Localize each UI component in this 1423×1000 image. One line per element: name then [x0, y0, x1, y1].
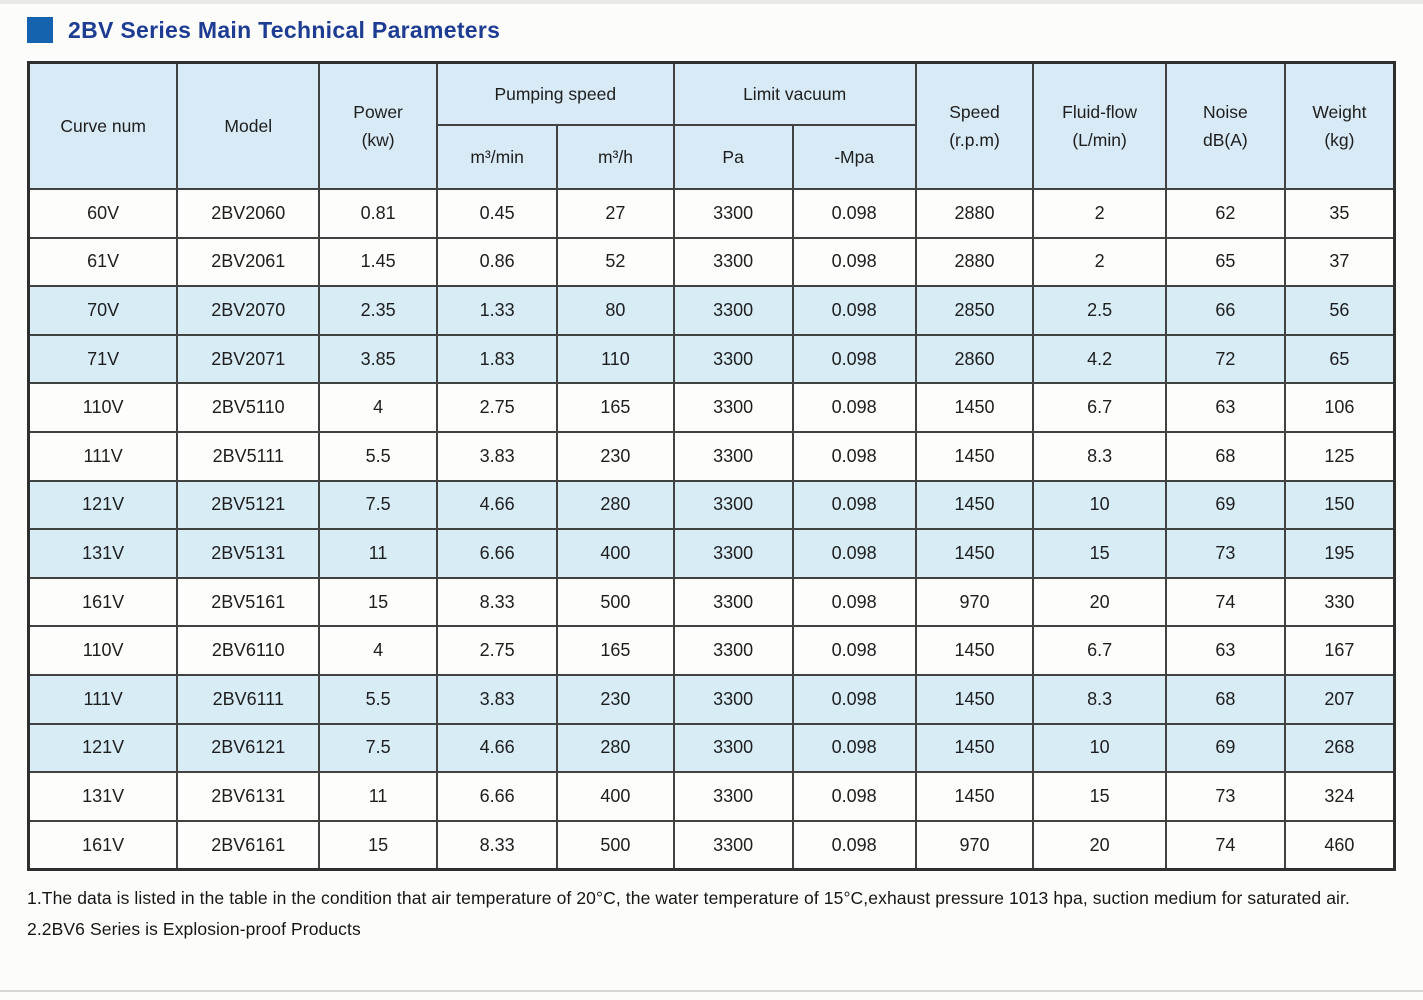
cell-m3h: 400 [557, 772, 673, 821]
cell-model: 2BV5131 [177, 529, 319, 578]
page-title: 2BV Series Main Technical Parameters [68, 16, 501, 43]
cell-m3min: 1.33 [437, 286, 557, 335]
cell-m3min: 2.75 [437, 383, 557, 432]
cell-m3min: 1.83 [437, 335, 557, 384]
cell-model: 2BV6161 [177, 821, 319, 870]
table-row [29, 481, 1395, 530]
cell-mpa: 0.098 [793, 724, 916, 773]
cell-speed: 2860 [916, 335, 1034, 384]
cell-pa: 3300 [674, 189, 793, 238]
footnotes [27, 885, 1400, 942]
col-header-m3min: m³/min [437, 125, 557, 189]
cell-model: 2BV6111 [177, 675, 319, 724]
table-header [29, 63, 1395, 190]
col-header-speed [916, 63, 1034, 190]
cell-fluid: 20 [1033, 821, 1166, 870]
cell-mpa: 0.098 [793, 238, 916, 287]
cell-fluid: 2.5 [1033, 286, 1166, 335]
cell-weight: 125 [1285, 432, 1395, 481]
cell-power: 5.5 [319, 675, 437, 724]
cell-curve: 111V [29, 675, 178, 724]
cell-power: 15 [319, 821, 437, 870]
cell-m3h: 80 [557, 286, 673, 335]
cell-noise: 72 [1166, 335, 1285, 384]
cell-fluid: 6.7 [1033, 626, 1166, 675]
cell-power: 4 [319, 626, 437, 675]
col-header-curve-num: Curve num [29, 63, 178, 190]
col-header-power-line2: (kw) [361, 130, 395, 150]
cell-fluid: 10 [1033, 481, 1166, 530]
cell-mpa: 0.098 [793, 578, 916, 627]
table-row [29, 578, 1395, 627]
cell-curve: 70V [29, 286, 178, 335]
table-row [29, 529, 1395, 578]
cell-pa: 3300 [674, 238, 793, 287]
cell-model: 2BV2071 [177, 335, 319, 384]
cell-fluid: 15 [1033, 529, 1166, 578]
cell-weight: 195 [1285, 529, 1395, 578]
cell-m3h: 500 [557, 578, 673, 627]
cell-speed: 1450 [916, 724, 1034, 773]
cell-curve: 71V [29, 335, 178, 384]
cell-model: 2BV5161 [177, 578, 319, 627]
cell-m3min: 8.33 [437, 821, 557, 870]
cell-speed: 970 [916, 821, 1034, 870]
table-row [29, 432, 1395, 481]
cell-mpa: 0.098 [793, 529, 916, 578]
cell-speed: 1450 [916, 481, 1034, 530]
cell-model: 2BV2061 [177, 238, 319, 287]
cell-noise: 63 [1166, 383, 1285, 432]
cell-power: 7.5 [319, 481, 437, 530]
scan-top-edge [0, 0, 1423, 4]
cell-weight: 207 [1285, 675, 1395, 724]
col-header-noise [1166, 63, 1285, 190]
cell-curve: 161V [29, 578, 178, 627]
cell-curve: 60V [29, 189, 178, 238]
cell-speed: 2880 [916, 238, 1034, 287]
cell-speed: 1450 [916, 529, 1034, 578]
col-header-weight-line1: Weight [1312, 102, 1367, 122]
cell-pa: 3300 [674, 529, 793, 578]
cell-weight: 324 [1285, 772, 1395, 821]
cell-fluid: 10 [1033, 724, 1166, 773]
cell-model: 2BV5110 [177, 383, 319, 432]
cell-fluid: 2 [1033, 189, 1166, 238]
cell-power: 11 [319, 529, 437, 578]
cell-mpa: 0.098 [793, 821, 916, 870]
cell-m3h: 280 [557, 481, 673, 530]
col-header-power [319, 63, 437, 190]
cell-speed: 1450 [916, 675, 1034, 724]
cell-pa: 3300 [674, 481, 793, 530]
cell-m3h: 27 [557, 189, 673, 238]
cell-noise: 65 [1166, 238, 1285, 287]
cell-weight: 330 [1285, 578, 1395, 627]
cell-fluid: 8.3 [1033, 675, 1166, 724]
cell-pa: 3300 [674, 578, 793, 627]
cell-noise: 66 [1166, 286, 1285, 335]
cell-noise: 69 [1166, 724, 1285, 773]
scan-bottom-edge [0, 990, 1423, 992]
cell-model: 2BV6131 [177, 772, 319, 821]
cell-weight: 167 [1285, 626, 1395, 675]
cell-m3min: 6.66 [437, 529, 557, 578]
col-header-m3h: m³/h [557, 125, 673, 189]
cell-noise: 62 [1166, 189, 1285, 238]
cell-mpa: 0.098 [793, 383, 916, 432]
col-header-noise-line2: dB(A) [1203, 130, 1248, 150]
cell-m3min: 4.66 [437, 481, 557, 530]
cell-m3h: 400 [557, 529, 673, 578]
cell-weight: 37 [1285, 238, 1395, 287]
cell-curve: 110V [29, 383, 178, 432]
col-header-fluid-line1: Fluid-flow [1062, 102, 1138, 122]
cell-fluid: 15 [1033, 772, 1166, 821]
cell-weight: 106 [1285, 383, 1395, 432]
cell-noise: 63 [1166, 626, 1285, 675]
cell-weight: 150 [1285, 481, 1395, 530]
cell-mpa: 0.098 [793, 335, 916, 384]
cell-mpa: 0.098 [793, 481, 916, 530]
cell-power: 1.45 [319, 238, 437, 287]
col-header-speed-line1: Speed [949, 102, 1000, 122]
cell-m3min: 3.83 [437, 432, 557, 481]
cell-fluid: 2 [1033, 238, 1166, 287]
section-header [27, 13, 1396, 47]
cell-m3min: 8.33 [437, 578, 557, 627]
cell-curve: 161V [29, 821, 178, 870]
col-header-pumping-speed: Pumping speed [437, 63, 674, 126]
cell-weight: 35 [1285, 189, 1395, 238]
cell-speed: 2880 [916, 189, 1034, 238]
col-header-noise-line1: Noise [1202, 102, 1248, 122]
cell-noise: 74 [1166, 821, 1285, 870]
table-body [29, 189, 1395, 870]
cell-fluid: 8.3 [1033, 432, 1166, 481]
cell-m3min: 2.75 [437, 626, 557, 675]
cell-noise: 69 [1166, 481, 1285, 530]
cell-weight: 56 [1285, 286, 1395, 335]
cell-fluid: 20 [1033, 578, 1166, 627]
cell-fluid: 4.2 [1033, 335, 1166, 384]
cell-power: 3.85 [319, 335, 437, 384]
cell-pa: 3300 [674, 335, 793, 384]
cell-power: 7.5 [319, 724, 437, 773]
col-header-limit-vacuum: Limit vacuum [674, 63, 916, 126]
cell-pa: 3300 [674, 626, 793, 675]
cell-model: 2BV2070 [177, 286, 319, 335]
header-row-top [29, 63, 1395, 126]
col-header-weight [1285, 63, 1395, 190]
cell-noise: 68 [1166, 432, 1285, 481]
cell-power: 11 [319, 772, 437, 821]
cell-m3min: 6.66 [437, 772, 557, 821]
cell-mpa: 0.098 [793, 189, 916, 238]
cell-weight: 65 [1285, 335, 1395, 384]
col-header-model: Model [177, 63, 319, 190]
cell-speed: 1450 [916, 772, 1034, 821]
cell-mpa: 0.098 [793, 626, 916, 675]
col-header-power-line1: Power [353, 102, 403, 122]
cell-model: 2BV2060 [177, 189, 319, 238]
cell-power: 15 [319, 578, 437, 627]
table-row [29, 383, 1395, 432]
table-row [29, 189, 1395, 238]
cell-noise: 74 [1166, 578, 1285, 627]
cell-power: 4 [319, 383, 437, 432]
cell-m3h: 230 [557, 675, 673, 724]
cell-m3min: 0.45 [437, 189, 557, 238]
cell-pa: 3300 [674, 724, 793, 773]
cell-speed: 970 [916, 578, 1034, 627]
cell-m3h: 230 [557, 432, 673, 481]
cell-m3h: 165 [557, 383, 673, 432]
cell-curve: 61V [29, 238, 178, 287]
cell-curve: 121V [29, 481, 178, 530]
cell-model: 2BV6110 [177, 626, 319, 675]
cell-weight: 460 [1285, 821, 1395, 870]
cell-curve: 131V [29, 772, 178, 821]
cell-model: 2BV6121 [177, 724, 319, 773]
title-bullet-square [27, 17, 53, 43]
table-row [29, 772, 1395, 821]
footnote-1: 1.The data is listed in the table in the condition that air temperature of 20°C, the water temperature of 15°C,exhaust pressure 1013 hpa, suction medium for saturated air. [27, 888, 1350, 909]
cell-mpa: 0.098 [793, 675, 916, 724]
cell-noise: 73 [1166, 772, 1285, 821]
cell-speed: 1450 [916, 432, 1034, 481]
col-header-mpa: -Mpa [793, 125, 916, 189]
cell-fluid: 6.7 [1033, 383, 1166, 432]
footnote-2: 2.2BV6 Series is Explosion-proof Products [27, 918, 361, 939]
cell-m3h: 52 [557, 238, 673, 287]
cell-mpa: 0.098 [793, 772, 916, 821]
cell-m3h: 500 [557, 821, 673, 870]
cell-mpa: 0.098 [793, 432, 916, 481]
cell-speed: 2850 [916, 286, 1034, 335]
cell-m3h: 165 [557, 626, 673, 675]
cell-m3min: 3.83 [437, 675, 557, 724]
cell-curve: 131V [29, 529, 178, 578]
cell-speed: 1450 [916, 626, 1034, 675]
cell-mpa: 0.098 [793, 286, 916, 335]
col-header-weight-line2: (kg) [1324, 130, 1355, 150]
cell-m3h: 280 [557, 724, 673, 773]
table-row [29, 821, 1395, 870]
cell-model: 2BV5121 [177, 481, 319, 530]
cell-m3min: 0.86 [437, 238, 557, 287]
cell-curve: 110V [29, 626, 178, 675]
cell-pa: 3300 [674, 432, 793, 481]
cell-pa: 3300 [674, 675, 793, 724]
cell-noise: 73 [1166, 529, 1285, 578]
cell-m3min: 4.66 [437, 724, 557, 773]
cell-pa: 3300 [674, 821, 793, 870]
cell-speed: 1450 [916, 383, 1034, 432]
col-header-speed-line2: (r.p.m) [949, 130, 1000, 150]
cell-power: 0.81 [319, 189, 437, 238]
table-row [29, 626, 1395, 675]
col-header-fluid-flow [1033, 63, 1166, 190]
table-row [29, 675, 1395, 724]
cell-model: 2BV5111 [177, 432, 319, 481]
cell-noise: 68 [1166, 675, 1285, 724]
col-header-fluid-line2: (L/min) [1072, 130, 1127, 150]
cell-pa: 3300 [674, 383, 793, 432]
cell-pa: 3300 [674, 286, 793, 335]
table-row [29, 724, 1395, 773]
cell-curve: 111V [29, 432, 178, 481]
cell-curve: 121V [29, 724, 178, 773]
col-header-pa: Pa [674, 125, 793, 189]
table-row [29, 286, 1395, 335]
cell-pa: 3300 [674, 772, 793, 821]
cell-weight: 268 [1285, 724, 1395, 773]
cell-power: 5.5 [319, 432, 437, 481]
parameters-table [27, 61, 1396, 871]
cell-m3h: 110 [557, 335, 673, 384]
table-row [29, 335, 1395, 384]
cell-power: 2.35 [319, 286, 437, 335]
table-row [29, 238, 1395, 287]
